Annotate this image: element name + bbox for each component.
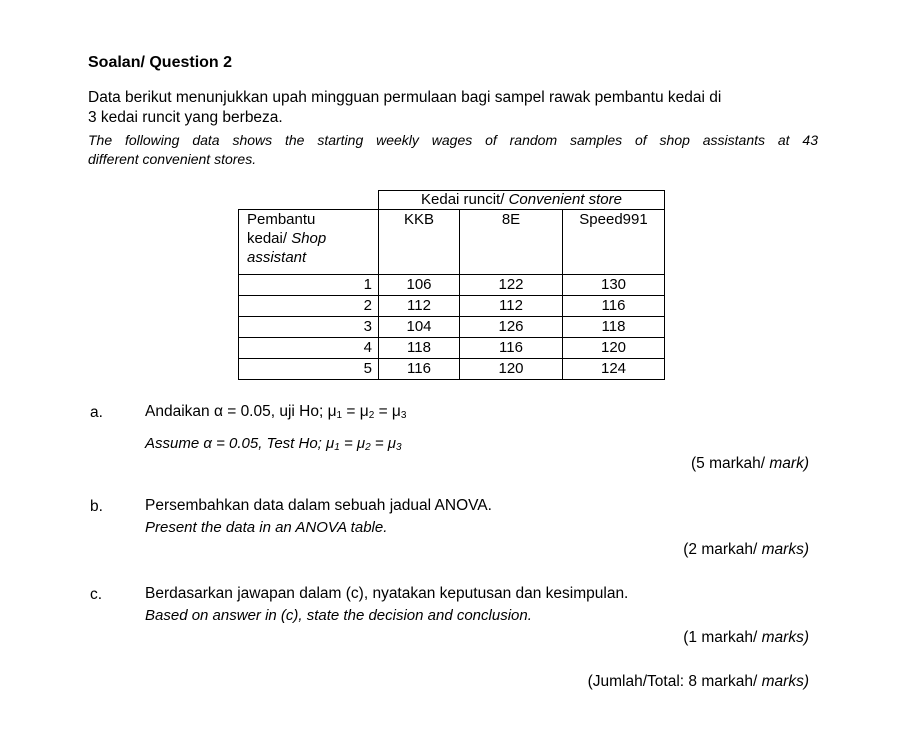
part-a-english-prefix: Assume α = 0.05, Test Ho; μ [145, 435, 335, 452]
part-a-english [145, 433, 406, 459]
question-title: Soalan/ Question 2 [88, 54, 233, 71]
cell-8e: 120 [460, 359, 563, 380]
row-label-line1: Pembantu [247, 211, 316, 228]
table-corner [239, 191, 379, 210]
cell-kkb: 118 [379, 338, 460, 359]
cell-8e: 116 [460, 338, 563, 359]
column-header-kkb: KKB [379, 210, 460, 275]
row-index: 3 [239, 317, 379, 338]
intro-english-line2: different convenient stores. [88, 151, 257, 167]
table-row [239, 317, 665, 338]
row-index: 2 [239, 296, 379, 317]
group-header-english: Convenient store [508, 191, 622, 208]
part-b-marks [683, 541, 809, 559]
sub-2-en: 2 [365, 442, 371, 453]
eq-1-en: = μ [339, 435, 366, 452]
part-b-english: Present the data in an ANOVA table. [145, 519, 388, 536]
total-marks [588, 673, 809, 691]
row-label-header [239, 210, 379, 275]
part-c-marks-english: marks) [761, 629, 809, 646]
sub-1-en: 1 [334, 442, 340, 453]
part-a-marks-malay: (5 markah/ [690, 455, 766, 472]
row-label-line2 [247, 229, 378, 248]
intro-malay-line1: Data berikut menunjukkan upah mingguan permulaan bagi sampel rawak pembantu kedai di [88, 89, 722, 106]
part-a-malay [145, 401, 406, 427]
part-b-marks-english: marks) [761, 541, 809, 558]
sub-3-en: 3 [395, 442, 402, 453]
column-header-8e: 8E [460, 210, 563, 275]
eq-2-en: = μ [370, 435, 396, 452]
part-a-malay-prefix: Andaikan α = 0.05, uji Ho; μ [145, 403, 337, 420]
part-a-letter: a. [90, 404, 103, 421]
column-header-speed991: Speed991 [563, 210, 665, 275]
cell-speed991: 120 [563, 338, 665, 359]
sub-1: 1 [336, 410, 343, 421]
cell-kkb: 116 [379, 359, 460, 380]
row-index: 4 [239, 338, 379, 359]
sub-2: 2 [368, 410, 375, 421]
table-header-row [239, 210, 665, 275]
part-b-marks-malay: (2 markah/ [683, 541, 758, 558]
intro-malay [88, 88, 818, 128]
part-b-malay: Persembahkan data dalam sebuah jadual ANOVA. [145, 497, 492, 514]
part-a-marks [691, 455, 809, 473]
table-row [239, 359, 665, 380]
part-a-text [145, 401, 406, 459]
part-a-marks-english: mark) [769, 455, 809, 472]
row-label-english: Shop [291, 230, 327, 247]
eq-2: = μ [374, 403, 401, 420]
sub-3: 3 [400, 410, 407, 421]
cell-kkb: 112 [379, 296, 460, 317]
intro-english-line1: The following data shows the starting weekly wages of random samples of shop assistants at 43 [88, 132, 818, 148]
part-b-letter: b. [90, 498, 103, 515]
row-index: 1 [239, 275, 379, 296]
part-c-letter: c. [90, 586, 103, 603]
cell-speed991: 130 [563, 275, 665, 296]
row-label-line3 [247, 248, 378, 267]
total-marks-english: marks) [761, 673, 809, 690]
cell-8e: 126 [460, 317, 563, 338]
cell-8e: 122 [460, 275, 563, 296]
part-c-malay: Berdasarkan jawapan dalam (c), nyatakan keputusan dan kesimpulan. [145, 585, 629, 602]
cell-kkb: 104 [379, 317, 460, 338]
part-c-text [145, 583, 628, 627]
row-label-english-2: assistant [247, 249, 307, 266]
part-c-marks-malay: (1 markah/ [683, 629, 758, 646]
row-index: 5 [239, 359, 379, 380]
group-header-malay: Kedai runcit/ [421, 191, 505, 208]
table-row [239, 296, 665, 317]
cell-speed991: 124 [563, 359, 665, 380]
part-c-english: Based on answer in (c), state the decision and conclusion. [145, 607, 532, 624]
eq-1: = μ [342, 403, 369, 420]
cell-kkb: 106 [379, 275, 460, 296]
intro-english [88, 131, 818, 169]
part-b-text [145, 495, 492, 539]
cell-8e: 112 [460, 296, 563, 317]
cell-speed991: 118 [563, 317, 665, 338]
part-c-marks [683, 629, 809, 647]
table-row [239, 275, 665, 296]
cell-speed991: 116 [563, 296, 665, 317]
wages-table [238, 190, 665, 380]
total-marks-malay: (Jumlah/Total: 8 markah/ [587, 673, 758, 690]
table-group-header-row [239, 191, 665, 210]
row-label-malay: kedai/ [247, 230, 288, 247]
group-header [379, 191, 665, 210]
intro-malay-line2: 3 kedai runcit yang berbeza. [88, 109, 283, 126]
table-row [239, 338, 665, 359]
